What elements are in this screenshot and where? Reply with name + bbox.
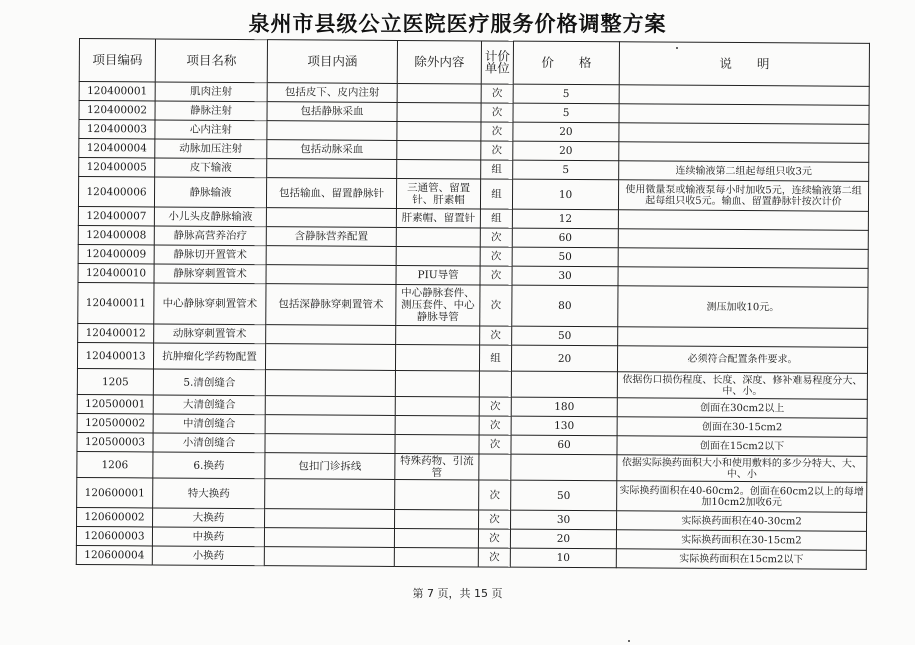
cell-price: 5: [513, 103, 619, 123]
cell-excluded: [394, 547, 478, 567]
cell-content: [265, 479, 395, 510]
cell-name: 心内注射: [155, 120, 267, 140]
cell-code: 120400013: [77, 342, 153, 368]
cell-remark: 使用微量泵或输液泵每小时加收5元，连续输液第二组起每组只收5元。输血、留置静脉针按次计价: [618, 180, 868, 212]
cell-unit: 次: [479, 416, 511, 435]
cell-excluded: [396, 325, 480, 345]
cell-price: 30: [512, 266, 618, 286]
cell-name: 中清创缝合: [153, 414, 265, 434]
cell-code: 120600003: [76, 526, 152, 545]
cell-unit: 组: [480, 179, 512, 209]
header-name: 项目名称: [155, 39, 267, 83]
header-content: 项目内涵: [267, 40, 397, 84]
cell-code: 120400011: [78, 282, 154, 323]
cell-code: 120400012: [78, 323, 154, 342]
cell-content: [265, 415, 395, 435]
cell-name: 皮下输液: [155, 158, 267, 178]
cell-remark: [619, 104, 869, 125]
cell-code: 120500001: [77, 394, 153, 413]
cell-name: 静脉注射: [155, 101, 267, 121]
cell-price: 12: [512, 209, 618, 229]
cell-name: 中心静脉穿刺置管术: [154, 283, 266, 325]
cell-name: 5.清创缝合: [153, 369, 265, 396]
cell-content: 包扣门诊拆线: [265, 453, 395, 480]
cell-content: [266, 265, 396, 285]
cell-content: 含静脉营养配置: [266, 227, 396, 247]
cell-unit: 次: [481, 141, 513, 160]
cell-price: 10: [510, 548, 616, 568]
cell-price: 5: [513, 84, 619, 104]
cell-name: 小换药: [152, 546, 264, 566]
cell-name: 动脉加压注射: [155, 139, 267, 159]
cell-excluded: [397, 159, 481, 179]
cell-content: [267, 121, 397, 141]
cell-remark: 连续输液第二组起每组只收3元: [619, 161, 869, 182]
cell-content: [266, 325, 396, 345]
cell-excluded: 中心静脉套件、测压套件、中心静脉导管: [396, 284, 480, 326]
cell-excluded: [395, 396, 479, 416]
cell-content: [267, 159, 397, 179]
cell-excluded: [397, 140, 481, 160]
cell-code: 120400001: [79, 82, 155, 101]
cell-remark: 依据伤口损伤程度、长度、深度、修补难易程度分大、中、小。: [617, 372, 867, 400]
cell-content: [264, 528, 394, 548]
cell-remark: [619, 142, 869, 163]
cell-price: 30: [511, 510, 617, 530]
header-unit: 计价单位: [481, 41, 513, 84]
cell-remark: 实际换药面积在15cm2以下: [616, 549, 866, 570]
cell-price: 20: [511, 345, 617, 372]
cell-excluded: [395, 370, 479, 397]
cell-code: 120400006: [78, 177, 154, 207]
cell-excluded: 三通管、留置针、肝素帽: [396, 178, 480, 209]
cell-remark: [618, 248, 868, 269]
cell-code: 120400010: [78, 263, 154, 282]
cell-code: 120500003: [77, 432, 153, 451]
cell-name: 静脉输液: [154, 177, 266, 208]
cell-name: 大清创缝合: [153, 395, 265, 415]
cell-price: 10: [512, 179, 618, 210]
cell-content: [264, 547, 394, 567]
price-table: [76, 38, 870, 570]
cell-remark: 实际换药面积在40-30cm2: [617, 511, 867, 532]
cell-code: 120400004: [79, 139, 155, 158]
cell-name: 静脉切开置管术: [154, 245, 266, 265]
cell-price: [511, 454, 617, 481]
cell-name: 抗肿瘤化学药物配置: [153, 343, 265, 370]
cell-content: [266, 246, 396, 266]
page-footer: 第 7 页，共 15 页: [412, 587, 503, 600]
cell-excluded: [394, 528, 478, 548]
cell-unit: 次: [480, 285, 512, 326]
cell-unit: [479, 371, 511, 397]
cell-excluded: [395, 434, 479, 454]
scan-speck: [676, 47, 678, 49]
cell-excluded: PIU导管: [396, 265, 480, 285]
cell-remark: 实际换药面积在40-60cm2。创面在60cm2以上的每增加10cm2加收6元: [617, 481, 867, 513]
cell-code: 120400007: [78, 206, 154, 225]
cell-unit: 次: [481, 84, 513, 103]
cell-content: [266, 208, 396, 228]
cell-excluded: 特殊药物、引流管: [395, 453, 479, 480]
cell-unit: 次: [479, 435, 511, 454]
header-remark: 说 明: [619, 42, 869, 87]
cell-content: [265, 509, 395, 529]
cell-unit: 次: [478, 548, 510, 567]
header-price: 价 格: [513, 41, 619, 85]
cell-price: 20: [510, 529, 616, 549]
cell-code: 120400003: [79, 120, 155, 139]
cell-name: 小清创缝合: [153, 433, 265, 453]
cell-price: 20: [513, 141, 619, 161]
cell-remark: 创面在30-15cm2: [617, 417, 867, 438]
cell-name: 中换药: [152, 527, 264, 547]
cell-code: 120500002: [77, 413, 153, 432]
cell-remark: [618, 327, 868, 348]
cell-remark: 测压加收10元。: [618, 286, 868, 329]
cell-content: 包括静脉采血: [267, 102, 397, 122]
cell-excluded: [395, 479, 479, 510]
cell-price: 5: [513, 160, 619, 180]
cell-price: 130: [511, 416, 617, 436]
cell-content: [265, 344, 395, 371]
cell-remark: [618, 229, 868, 250]
cell-name: 特大换药: [153, 478, 265, 509]
cell-unit: 次: [481, 103, 513, 122]
cell-excluded: [397, 83, 481, 103]
cell-name: 静脉高营养治疗: [154, 226, 266, 246]
cell-price: 180: [511, 397, 617, 417]
cell-code: 120400005: [79, 158, 155, 177]
price-table-container: [76, 38, 869, 570]
cell-unit: 次: [480, 228, 512, 247]
cell-remark: [618, 210, 868, 231]
cell-remark: [619, 85, 869, 106]
cell-excluded: [396, 246, 480, 266]
cell-remark: 创面在15cm2以下: [617, 436, 867, 457]
cell-unit: 次: [479, 480, 511, 510]
cell-price: 50: [512, 247, 618, 267]
cell-unit: 次: [478, 529, 510, 548]
cell-name: 静脉穿刺置管术: [154, 264, 266, 284]
cell-remark: 创面在30cm2以上: [617, 398, 867, 419]
cell-code: 120600001: [77, 477, 153, 507]
cell-unit: 次: [480, 326, 512, 345]
cell-remark: [619, 123, 869, 144]
table-row: [78, 177, 868, 212]
cell-excluded: [397, 121, 481, 141]
cell-price: [511, 371, 617, 398]
cell-unit: 次: [479, 397, 511, 416]
cell-name: 大换药: [153, 508, 265, 528]
header-code: 项目编码: [79, 39, 155, 82]
cell-unit: 组: [481, 160, 513, 179]
cell-excluded: [395, 415, 479, 435]
cell-unit: 次: [481, 122, 513, 141]
cell-code: 120400009: [78, 244, 154, 263]
cell-code: 1205: [77, 368, 153, 394]
cell-content: [265, 370, 395, 397]
cell-name: 动脉穿刺置管术: [154, 324, 266, 344]
cell-code: 120600004: [76, 545, 152, 564]
cell-unit: 次: [480, 266, 512, 285]
cell-remark: 实际换药面积在30-15cm2: [616, 530, 866, 551]
cell-code: 1206: [77, 451, 153, 477]
cell-content: 包括动脉采血: [267, 140, 397, 160]
table-row: [76, 545, 866, 569]
cell-excluded: [395, 509, 479, 529]
cell-price: 80: [512, 285, 618, 327]
cell-content: 包括输血、留置静脉针: [266, 178, 396, 209]
cell-name: 小儿头皮静脉输液: [154, 207, 266, 227]
cell-code: 120600002: [77, 507, 153, 526]
cell-remark: [618, 267, 868, 288]
cell-price: 50: [512, 326, 618, 346]
cell-remark: 必须符合配置条件要求。: [617, 346, 867, 374]
cell-content: [265, 434, 395, 454]
cell-code: 120400008: [78, 225, 154, 244]
table-row: [78, 282, 868, 328]
cell-unit: 次: [479, 510, 511, 529]
cell-excluded: 肝素帽、留置针: [396, 208, 480, 228]
cell-remark: 依据实际换药面积大小和使用敷料的多少分特大、大、中、小: [617, 455, 867, 483]
table-row: [77, 477, 867, 512]
cell-unit: [479, 454, 511, 480]
cell-name: 肌肉注射: [155, 82, 267, 102]
cell-excluded: [397, 102, 481, 122]
cell-price: 50: [511, 480, 617, 511]
cell-excluded: [396, 227, 480, 247]
cell-unit: 组: [479, 345, 511, 371]
cell-content: 包括深静脉穿刺置管术: [266, 284, 396, 326]
cell-price: 60: [511, 435, 617, 455]
cell-excluded: [395, 344, 479, 371]
cell-unit: 组: [480, 209, 512, 228]
cell-price: 60: [512, 228, 618, 248]
table-header-row: [79, 39, 869, 87]
cell-content: 包括皮下、皮内注射: [267, 83, 397, 103]
scan-speck: [628, 640, 630, 642]
document-title: 泉州市县级公立医院医疗服务价格调整方案: [248, 11, 667, 36]
header-excluded: 除外内容: [397, 40, 481, 84]
cell-name: 6.换药: [153, 452, 265, 479]
cell-code: 120400002: [79, 101, 155, 120]
cell-price: 20: [513, 122, 619, 142]
cell-unit: 次: [480, 247, 512, 266]
cell-content: [265, 396, 395, 416]
